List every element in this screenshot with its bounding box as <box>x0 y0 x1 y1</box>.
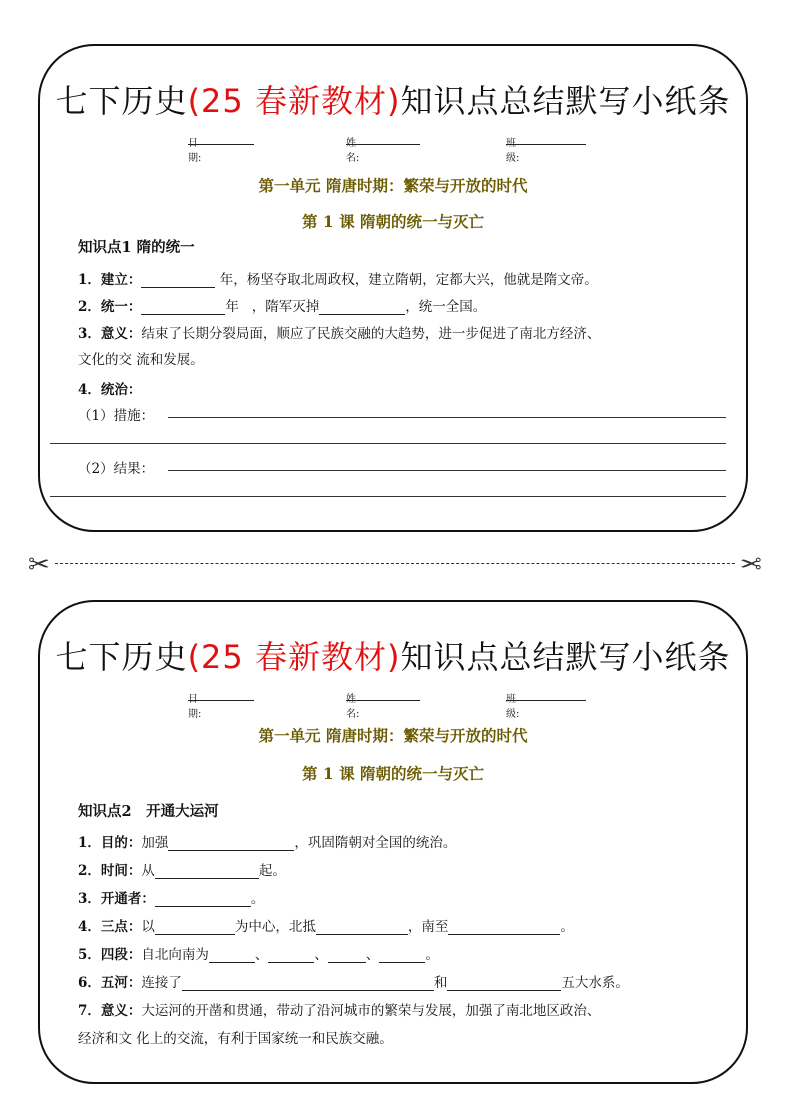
answer-blank[interactable] <box>448 920 560 935</box>
answer-blank[interactable] <box>141 273 215 288</box>
item-3-cont: 文化的交 流和发展。 <box>78 352 204 368</box>
answer-blank[interactable] <box>319 300 405 315</box>
item-text: 五大水系。 <box>561 975 629 991</box>
item-text: 。 <box>250 891 265 907</box>
item-3 <box>78 887 726 907</box>
item-label: 3．意义： <box>78 326 142 342</box>
separator: 、 <box>365 947 380 963</box>
item-label: 4．统治： <box>78 382 142 398</box>
item-label: 6．五河： <box>78 975 142 991</box>
item-text: 大运河的开凿和贯通，带动了沿河城市的繁荣与发展，加强了南北地区政治、 <box>141 1003 601 1019</box>
card-title <box>40 632 746 678</box>
item-label: 4．三点： <box>78 919 142 935</box>
item-text: ，南至 <box>407 919 449 935</box>
item-text: ，隋军灭掉 <box>251 299 320 315</box>
item-label: 2．时间： <box>78 863 142 879</box>
class-label: 班级: <box>506 694 520 720</box>
item-text: 为中心，北抵 <box>234 919 316 935</box>
item-4-sub2 <box>78 457 726 477</box>
card-title <box>40 76 746 122</box>
item-text: ，统一全国。 <box>405 299 487 315</box>
class-label: 班级: <box>506 138 520 164</box>
separator: 、 <box>254 947 269 963</box>
item-label: 2．统一： <box>78 299 142 315</box>
answer-blank[interactable] <box>447 976 561 991</box>
item-text: 年 <box>225 299 239 315</box>
answer-blank[interactable] <box>155 864 259 879</box>
class-blank[interactable] <box>506 134 586 145</box>
item-3 <box>78 322 726 342</box>
item-2 <box>78 295 726 315</box>
knowledge-point-title: 知识点2 开通大运河 <box>78 803 219 820</box>
name-label: 姓名: <box>346 694 360 720</box>
date-blank[interactable] <box>188 134 254 145</box>
answer-blank[interactable] <box>168 836 294 851</box>
item-1 <box>78 268 726 288</box>
item-label: 1．建立： <box>78 272 142 288</box>
item-text: 起。 <box>258 863 286 879</box>
title-prefix: 七下历史 <box>55 82 188 120</box>
item-text: 从 <box>141 863 155 879</box>
answer-blank[interactable] <box>209 948 255 963</box>
knowledge-point-title: 知识点1 隋的统一 <box>78 239 195 256</box>
item-text: 。 <box>560 919 574 935</box>
title-suffix: 知识点总结默写小纸条 <box>400 82 731 120</box>
date-label: 日期: <box>188 138 202 164</box>
answer-blank[interactable] <box>141 300 225 315</box>
item-text: 自北向南为 <box>141 947 209 963</box>
item-text: 以 <box>141 919 155 935</box>
lesson-heading: 第 1 课 隋朝的统一与灭亡 <box>302 212 484 231</box>
item-7-cont: 经济和文 化上的交流，有利于国家统一和民族交融。 <box>78 1031 393 1047</box>
title-highlight: (25 春新教材) <box>187 638 401 676</box>
item-1 <box>78 831 726 851</box>
date-blank[interactable] <box>188 690 254 701</box>
item-4-sub1 <box>78 404 726 424</box>
item-text: 结束了长期分裂局面，顺应了民族交融的大趋势，进一步促进了南北方经济、 <box>141 326 601 342</box>
answer-blank[interactable] <box>328 948 366 963</box>
item-text: ，巩固隋朝对全国的统治。 <box>294 835 457 851</box>
answer-blank[interactable] <box>155 920 235 935</box>
item-label: 5．四段： <box>78 947 142 963</box>
name-blank[interactable] <box>346 690 420 701</box>
answer-blank[interactable] <box>268 948 314 963</box>
scissors-icon: ✂ <box>28 550 50 580</box>
item-text: 年，杨坚夺取北周政权，建立隋朝，定都大兴，他就是隋文帝。 <box>219 272 598 288</box>
note-card-2 <box>38 600 748 1084</box>
unit-heading: 第一单元 隋唐时期：繁荣与开放的时代 <box>258 176 528 195</box>
sub-label: （1）措施： <box>78 408 155 424</box>
date-label: 日期: <box>188 694 202 720</box>
item-label: 7．意义： <box>78 1003 142 1019</box>
item-label: 3．开通者： <box>78 891 155 907</box>
title-highlight: (25 春新教材) <box>187 82 401 120</box>
item-text: 。 <box>425 947 439 963</box>
class-blank[interactable] <box>506 690 586 701</box>
item-label: 1．目的： <box>78 835 142 851</box>
item-text: 和 <box>433 975 448 991</box>
item-text: 加强 <box>141 835 169 851</box>
lesson-heading: 第 1 课 隋朝的统一与灭亡 <box>302 764 484 783</box>
item-4 <box>78 915 726 935</box>
answer-blank[interactable] <box>182 976 434 991</box>
title-prefix: 七下历史 <box>55 638 188 676</box>
cut-line <box>55 563 735 564</box>
answer-blank[interactable] <box>379 948 425 963</box>
item-7 <box>78 999 726 1019</box>
name-label: 姓名: <box>346 138 360 164</box>
item-6 <box>78 971 726 991</box>
item-5 <box>78 943 726 963</box>
sub-label: （2）结果： <box>78 461 155 477</box>
answer-blank[interactable] <box>316 920 408 935</box>
item-text: 连接了 <box>141 975 182 991</box>
item-2 <box>78 859 726 879</box>
name-blank[interactable] <box>346 134 420 145</box>
title-suffix: 知识点总结默写小纸条 <box>400 638 731 676</box>
answer-line[interactable] <box>50 443 726 444</box>
item-4 <box>78 378 726 398</box>
scissors-icon: ✂ <box>740 550 762 580</box>
answer-line[interactable] <box>50 496 726 497</box>
note-card-1 <box>38 44 748 532</box>
answer-line[interactable] <box>168 417 726 418</box>
unit-heading: 第一单元 隋唐时期：繁荣与开放的时代 <box>258 726 528 745</box>
answer-blank[interactable] <box>155 892 251 907</box>
answer-line[interactable] <box>168 470 726 471</box>
separator: 、 <box>314 947 328 963</box>
